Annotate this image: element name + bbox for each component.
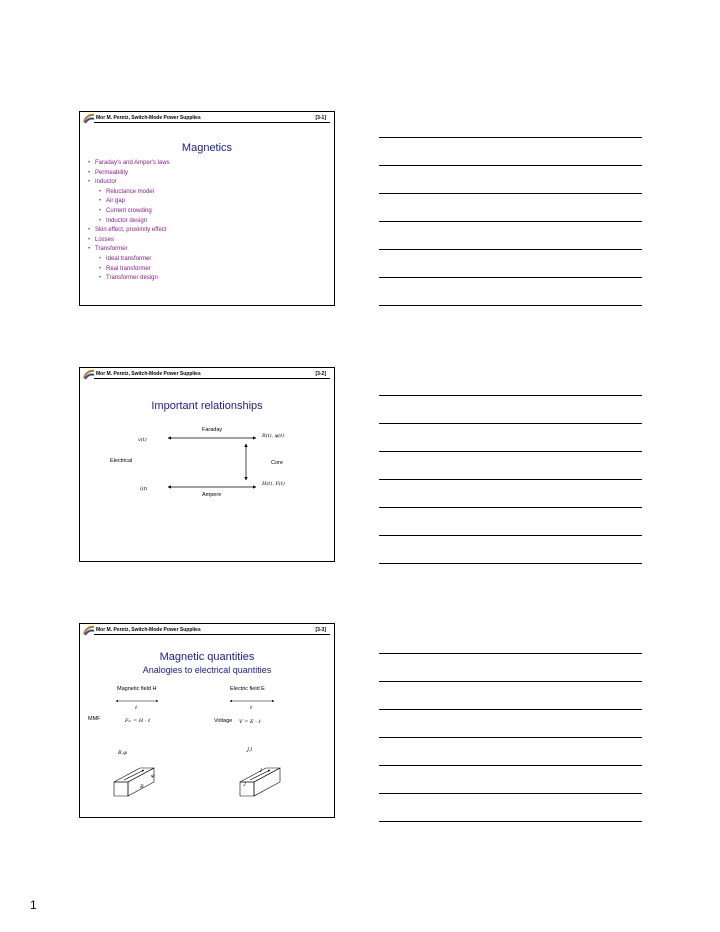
notes-line bbox=[379, 221, 642, 222]
notes-line bbox=[379, 305, 642, 306]
phi-label: φ bbox=[151, 773, 155, 779]
mmf-equation: Fₘ = H · ℓ bbox=[125, 718, 151, 724]
notes-line bbox=[379, 277, 642, 278]
list-item: • Faraday's and Amper's laws bbox=[88, 159, 170, 169]
list-item: • Transformer bbox=[88, 245, 170, 255]
list-item: • Skin effect, proximity effect bbox=[88, 226, 170, 236]
slide-page-label: [3-2] bbox=[315, 371, 326, 377]
list-item: • Current crowding bbox=[88, 207, 170, 217]
list-item: • Real transformer bbox=[88, 265, 170, 275]
h-f-label: H(t), F(t) bbox=[262, 481, 285, 487]
list-item: • Inductor bbox=[88, 178, 170, 188]
list-item: • Air gap bbox=[88, 197, 170, 207]
magnetic-bar-icon bbox=[114, 768, 154, 796]
slide-subtitle: Analogies to electrical quantities bbox=[142, 665, 272, 675]
notes-line bbox=[379, 709, 642, 710]
core-label: Core bbox=[271, 460, 283, 466]
bullet-icon: • bbox=[88, 246, 91, 253]
bullet-icon: • bbox=[88, 236, 91, 243]
bullet-icon: • bbox=[99, 265, 102, 272]
slide-title: Magnetic quantities bbox=[159, 651, 255, 663]
bullet-icon: • bbox=[99, 188, 102, 195]
faraday-label: Faraday bbox=[202, 427, 223, 433]
list-item: • Losses bbox=[88, 236, 170, 246]
b-label: B bbox=[140, 784, 144, 790]
bullet-icon: • bbox=[99, 198, 102, 205]
notes-line bbox=[379, 249, 642, 250]
header-title: Mor M. Peretz, Switch-Mode Power Supplies bbox=[96, 371, 201, 377]
list-item: • Permeability bbox=[88, 169, 170, 179]
b-phi-label: B(t), φ(t) bbox=[262, 433, 285, 439]
notes-line bbox=[379, 137, 642, 138]
notes-line bbox=[379, 395, 642, 396]
notes-line bbox=[379, 193, 642, 194]
notes-line bbox=[379, 793, 642, 794]
analogy-diagram bbox=[80, 624, 336, 819]
bullet-icon: • bbox=[99, 217, 102, 224]
notes-line bbox=[379, 653, 642, 654]
notes-line bbox=[379, 737, 642, 738]
slide-title: Magnetics bbox=[181, 142, 233, 154]
slide-page-label: [3-1] bbox=[315, 115, 326, 121]
ell-right-label: ℓ bbox=[250, 705, 253, 711]
notes-line bbox=[379, 479, 642, 480]
list-item: • Reluctance model bbox=[88, 188, 170, 198]
slide-3 bbox=[79, 623, 335, 818]
slide-title: Important relationships bbox=[151, 400, 263, 412]
mmf-label: MMF bbox=[88, 716, 101, 722]
notes-line bbox=[379, 507, 642, 508]
v-label: v(t) bbox=[138, 437, 147, 443]
bullet-list bbox=[88, 159, 170, 284]
list-item: • Inductor design bbox=[88, 217, 170, 227]
bullet-icon: • bbox=[99, 275, 102, 282]
ampere-label: Ampere bbox=[202, 492, 222, 498]
notes-line bbox=[379, 681, 642, 682]
bullet-icon: • bbox=[88, 227, 91, 234]
notes-line bbox=[379, 535, 642, 536]
bullet-icon: • bbox=[88, 179, 91, 186]
voltage-equation: V = E · ℓ bbox=[239, 719, 261, 725]
voltage-label: Voltage bbox=[214, 718, 233, 724]
notes-line bbox=[379, 821, 642, 822]
electric-field-label: Electric field E bbox=[230, 686, 265, 692]
notes-line bbox=[379, 765, 642, 766]
notes-line bbox=[379, 563, 642, 564]
slide-2 bbox=[79, 367, 335, 562]
notes-line bbox=[379, 423, 642, 424]
list-item: • Ideal transformer bbox=[88, 255, 170, 265]
current-label: I bbox=[260, 768, 262, 774]
header-title: Mor M. Peretz, Switch-Mode Power Supplies bbox=[96, 115, 201, 121]
list-item: • Transformer design bbox=[88, 274, 170, 284]
bullet-icon: • bbox=[99, 255, 102, 262]
slide-header bbox=[80, 112, 334, 124]
electrical-label: Electrical bbox=[110, 458, 133, 464]
slide-page-label: [3-3] bbox=[315, 627, 326, 633]
header-divider bbox=[94, 122, 330, 123]
i-label: i(t) bbox=[140, 486, 148, 492]
slide-1 bbox=[79, 111, 335, 306]
page-number: 1 bbox=[30, 898, 37, 912]
notes-line bbox=[379, 165, 642, 166]
j-i-label: J,I bbox=[247, 747, 253, 753]
relationship-diagram bbox=[80, 368, 336, 563]
ell-left-label: ℓ bbox=[135, 705, 138, 711]
notes-line bbox=[379, 451, 642, 452]
j-label: J bbox=[244, 781, 247, 787]
b-phi-label: B,φ bbox=[118, 750, 127, 756]
magnetic-field-label: Magnetic field H bbox=[117, 686, 157, 692]
bullet-icon: • bbox=[88, 160, 91, 166]
bullet-icon: • bbox=[99, 207, 102, 214]
header-title: Mor M. Peretz, Switch-Mode Power Supplies bbox=[96, 627, 201, 633]
bullet-icon: • bbox=[88, 169, 91, 176]
